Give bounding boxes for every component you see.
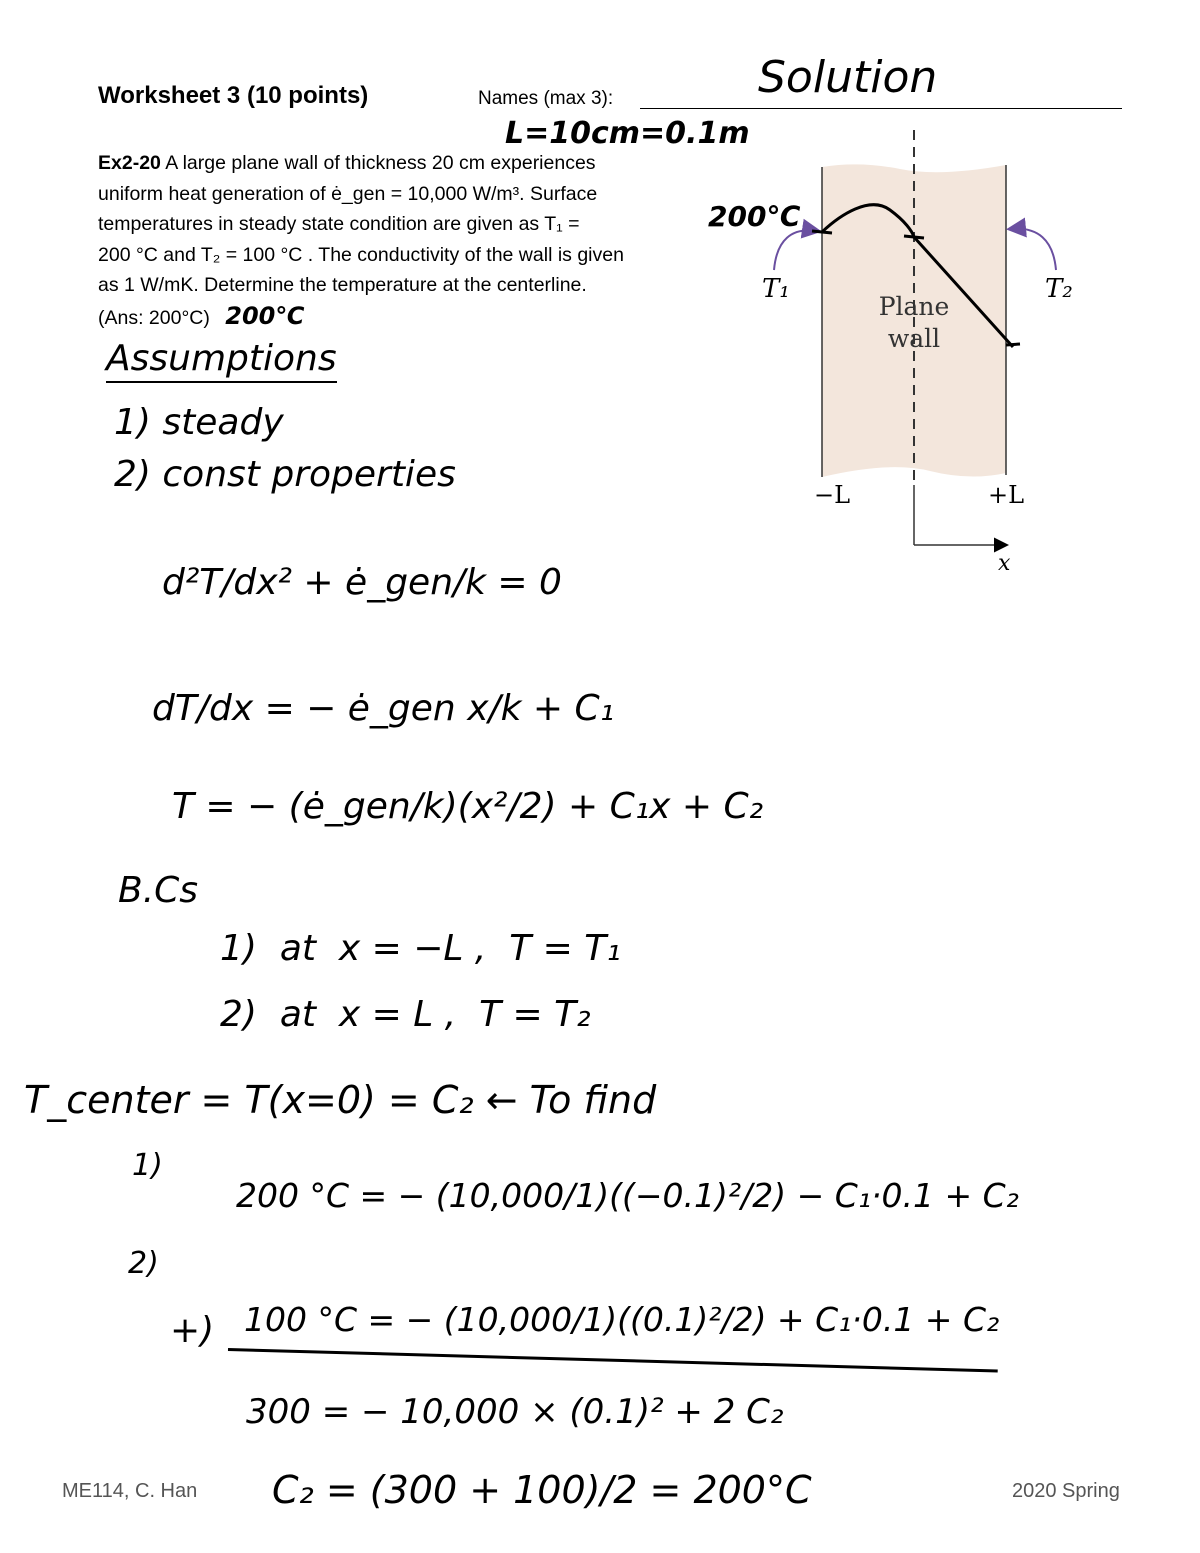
t2-tick: [1006, 344, 1020, 345]
sum-equation: 300 = − 10,000 × (0.1)² + 2 C₂: [246, 1392, 784, 1432]
c2-result: C₂ = (300 + 100)/2 = 200°C: [272, 1468, 812, 1512]
t1-annotation: 200℃: [708, 200, 801, 233]
step-2-label: 2): [128, 1246, 159, 1281]
t1-tick: [812, 231, 832, 233]
first-integral: dT/dx = − ė_gen x/k + C₁: [152, 688, 615, 729]
assumption-1: 1) steady: [114, 402, 284, 443]
add-sign: +): [170, 1310, 215, 1351]
t2-arrow: [1010, 229, 1056, 270]
problem-statement: [98, 148, 728, 333]
minus-L-label: −L: [813, 481, 851, 509]
problem-line-1: Ex2-20 A large plane wall of thickness 20 cm experiences: [98, 152, 596, 174]
t1-arrow: [774, 230, 818, 270]
center-tick: [904, 236, 924, 238]
problem-line-4: 200 °C and T₂ = 100 °C . The conductivity of the wall is given: [98, 243, 624, 266]
t1-label: T₁: [762, 274, 790, 304]
sum-line: [228, 1348, 998, 1372]
names-label: Names (max 3):: [478, 88, 614, 109]
footer-course: ME114, C. Han: [62, 1480, 198, 1502]
step-1-label: 1): [132, 1148, 163, 1183]
worksheet-title: Worksheet 3 (10 points): [98, 82, 369, 109]
heat-equation: d²T/dx² + ė_gen/k = 0: [162, 562, 562, 603]
temperature-solution: T = − (ė_gen/k)(x²/2) + C₁x + C₂: [172, 786, 764, 827]
centerline-temperature: T_center = T(x=0) = C₂ ← To find: [24, 1078, 657, 1122]
boundary-condition-2: 2) at x = L , T = T₂: [220, 994, 591, 1035]
thickness-annotation: L=10cm=0.1m: [505, 116, 750, 151]
problem-line-2: uniform heat generation of ė_gen = 10,000 W/m³. Surface: [98, 182, 598, 205]
wall-label-line-1: Plane: [878, 292, 950, 321]
plus-L-label: +L: [987, 481, 1025, 509]
plane-wall-figure: [700, 125, 1100, 585]
names-answer: Solution: [758, 52, 938, 103]
wall-label-line-2: wall: [887, 324, 941, 353]
x-axis-label: x: [998, 551, 1011, 576]
names-underline: [640, 108, 1122, 109]
answer-annotation: 200℃: [225, 301, 305, 330]
step-2-equation: 100 °C = − (10,000/1)((0.1)²/2) + C₁·0.1 + C₂: [244, 1300, 1000, 1339]
bcs-heading: B.Cs: [118, 870, 199, 911]
answer-text: (Ans: 200°C): [98, 306, 210, 329]
problem-line-3: temperatures in steady state condition are given as T₁ =: [98, 213, 580, 235]
footer-term: 2020 Spring: [1012, 1480, 1120, 1502]
problem-line-5: as 1 W/mK. Determine the temperature at the centerline.: [98, 274, 587, 296]
problem-id: Ex2-20: [98, 152, 161, 174]
assumptions-heading: Assumptions: [106, 338, 337, 383]
step-1-equation: 200 °C = − (10,000/1)((−0.1)²/2) − C₁·0.1 + C₂: [236, 1176, 1019, 1215]
assumption-2: 2) const properties: [114, 454, 456, 495]
boundary-condition-1: 1) at x = −L , T = T₁: [220, 928, 621, 969]
problem-line-6: [98, 301, 728, 334]
t2-label: T₂: [1045, 274, 1073, 304]
